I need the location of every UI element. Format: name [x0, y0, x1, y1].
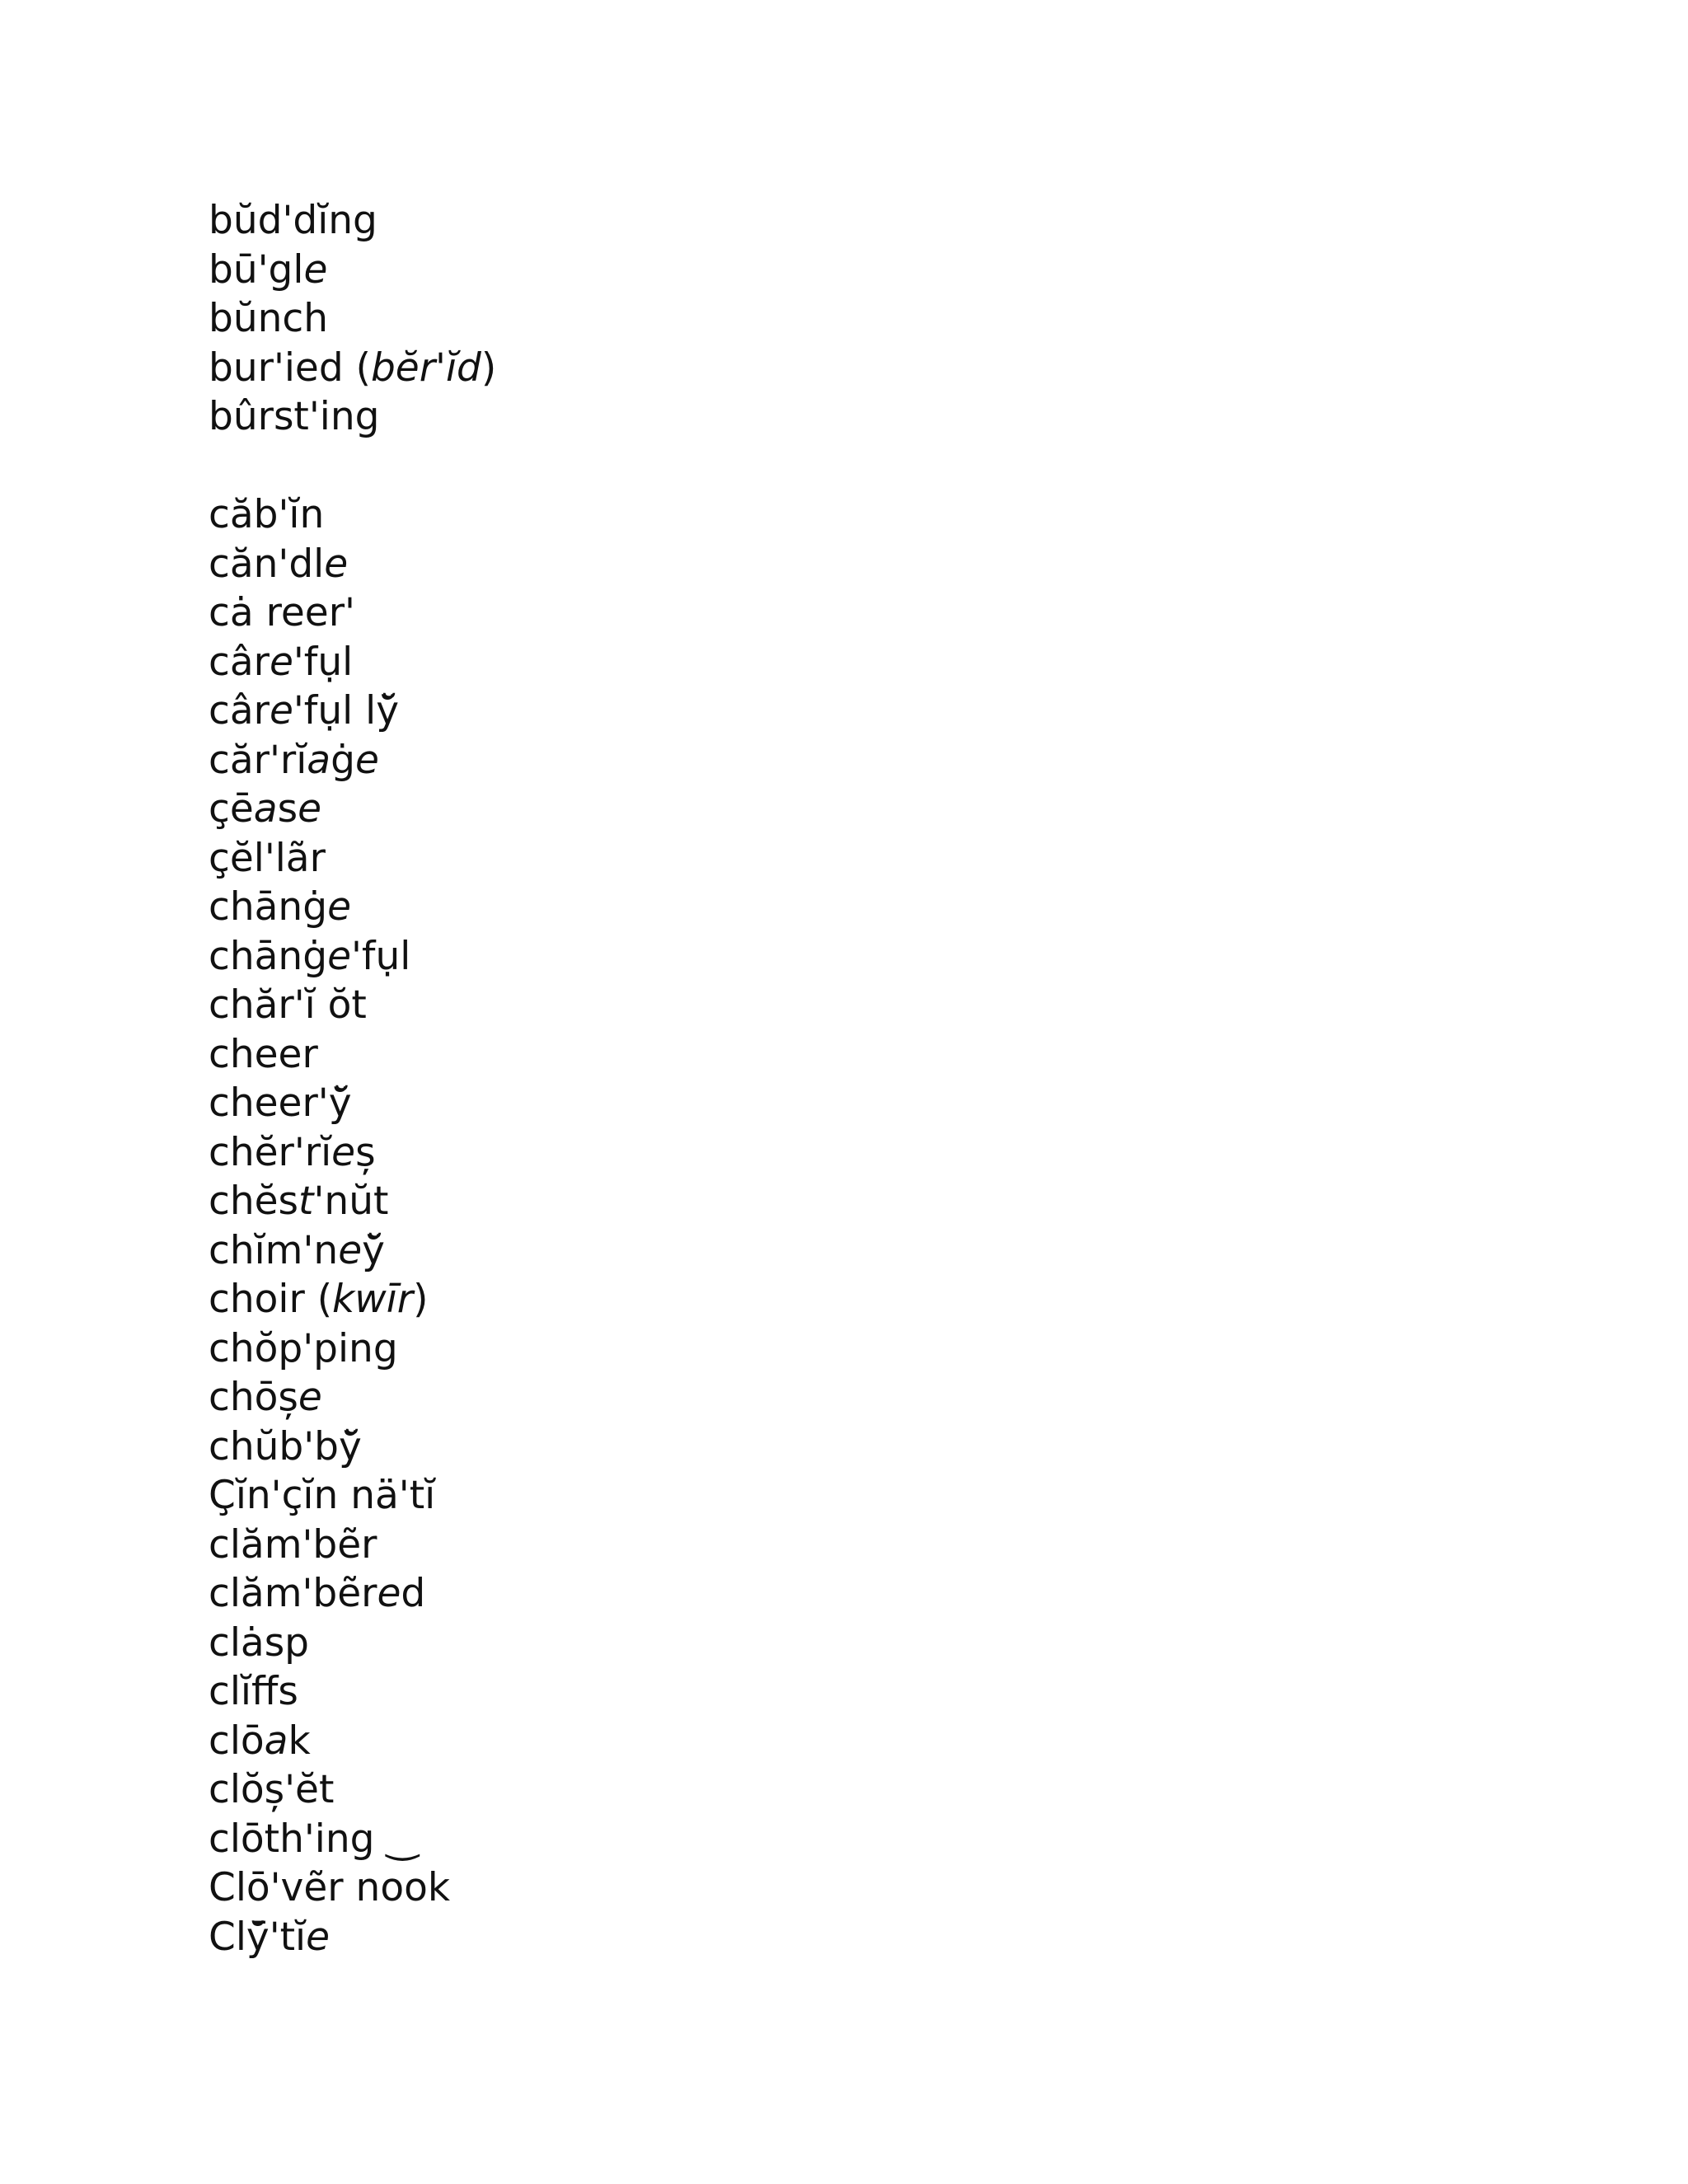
word-segment: clŏș'ĕt	[209, 1767, 335, 1812]
word-entry	[209, 1521, 496, 1570]
word-segment: çē	[209, 786, 254, 832]
word-italic-segment: t	[298, 1179, 314, 1224]
word-italic-segment: e	[303, 246, 328, 293]
word-italic-segment: e	[338, 1227, 363, 1273]
word-entry	[209, 1913, 496, 1962]
word-italic-segment: e	[298, 1375, 322, 1420]
word-entry	[209, 588, 496, 638]
word-entry	[209, 1079, 496, 1128]
word-entry	[209, 246, 496, 295]
word-segment: )	[481, 344, 497, 391]
word-entry	[209, 1324, 496, 1374]
word-segment: clăm'bẽr	[209, 1571, 377, 1616]
word-italic-segment: e	[269, 639, 293, 685]
word-segment: )	[413, 1277, 429, 1322]
word-segment: chōș	[209, 1375, 298, 1420]
word-entry	[209, 1226, 496, 1276]
word-italic-segment: e	[327, 933, 351, 979]
word-segment: 'fụl	[293, 639, 354, 685]
word-list	[209, 196, 496, 1961]
word-segment: bū'gl	[209, 246, 304, 293]
word-segment: căb'ĭn	[209, 492, 325, 537]
word-italic-segment: e	[331, 1129, 356, 1175]
word-segment: clĭffs	[209, 1669, 298, 1714]
word-entry	[209, 392, 496, 442]
word-entry	[209, 638, 496, 687]
word-segment: Clō'vẽr nook	[209, 1865, 451, 1910]
word-segment: s	[277, 786, 298, 832]
word-group	[209, 490, 496, 1961]
word-entry	[209, 883, 496, 932]
word-entry	[209, 1619, 496, 1668]
word-segment: chānġ	[209, 933, 328, 979]
word-segment: câr	[209, 688, 270, 733]
word-entry	[209, 1667, 496, 1717]
word-italic-segment: e	[306, 1914, 331, 1960]
word-entry	[209, 736, 496, 785]
word-segment: căr'rĭ	[209, 737, 307, 783]
word-entry	[209, 1275, 496, 1324]
word-entry	[209, 1569, 496, 1619]
word-italic-segment: a	[307, 737, 331, 783]
word-italic-segment: kwīr	[332, 1277, 414, 1322]
word-segment: ġ	[331, 737, 355, 783]
word-segment: 'fụl lў̆	[293, 688, 400, 733]
word-italic-segment: e	[377, 1571, 401, 1616]
word-italic-segment: e	[298, 786, 321, 832]
word-segment: chĕr'rĭ	[209, 1129, 332, 1175]
word-entry	[209, 687, 496, 736]
word-segment: 'nŭt	[313, 1179, 389, 1224]
word-italic-segment: e	[327, 884, 351, 930]
word-segment: Clў̄'tĭ	[209, 1914, 307, 1960]
word-entry	[209, 1177, 496, 1226]
word-segment: d	[401, 1571, 426, 1616]
word-segment: clȧsp	[209, 1619, 310, 1666]
word-entry	[209, 1717, 496, 1766]
word-italic-segment: e	[324, 541, 349, 587]
word-entry	[209, 1128, 496, 1178]
word-segment: cheer	[209, 1031, 318, 1077]
word-entry	[209, 1471, 496, 1521]
word-segment: câr	[209, 639, 270, 685]
word-segment: bŭd'dĭng	[209, 198, 377, 243]
word-segment: clōth'ing ‿	[209, 1816, 419, 1862]
word-italic-segment: e	[269, 688, 293, 733]
word-entry	[209, 785, 496, 834]
word-segment: Çĭn'çĭn nä'tĭ	[209, 1473, 436, 1518]
word-entry	[209, 1030, 496, 1080]
word-segment: căn'dl	[209, 541, 325, 587]
word-segment: k	[288, 1718, 311, 1764]
word-segment: choir (	[209, 1277, 333, 1322]
word-entry	[209, 932, 496, 982]
word-segment: bŭnch	[209, 296, 329, 341]
word-segment: ș	[355, 1129, 376, 1175]
word-italic-segment: a	[264, 1718, 288, 1764]
word-entry	[209, 1373, 496, 1422]
word-segment: cȧ reer'	[209, 590, 355, 635]
word-entry	[209, 1422, 496, 1472]
word-entry	[209, 490, 496, 540]
word-segment: chăr'ĭ ŏt	[209, 982, 367, 1028]
word-italic-segment: e	[354, 737, 379, 783]
word-entry	[209, 196, 496, 246]
word-segment: çĕl'lãr	[209, 835, 326, 881]
word-segment: chŏp'ping	[209, 1325, 398, 1371]
word-group	[209, 196, 496, 442]
word-segment: bur'ied (	[209, 344, 371, 391]
word-entry	[209, 344, 496, 393]
word-segment: cheer'ў̆	[209, 1080, 352, 1126]
word-entry	[209, 1815, 496, 1864]
word-segment: 'fụl	[350, 933, 411, 979]
word-entry	[209, 1863, 496, 1913]
word-italic-segment: a	[253, 786, 278, 832]
word-segment: clō	[209, 1718, 265, 1764]
word-entry	[209, 834, 496, 883]
word-entry	[209, 981, 496, 1030]
word-segment: chŭb'bў̆	[209, 1423, 362, 1469]
word-entry	[209, 1765, 496, 1815]
word-entry	[209, 294, 496, 344]
word-segment: bûrst'ing	[209, 394, 380, 439]
word-segment: ў̆	[362, 1227, 385, 1273]
word-segment: chānġ	[209, 884, 328, 930]
word-segment: chĕs	[209, 1179, 299, 1224]
word-italic-segment: bĕr'ĭd	[370, 344, 481, 391]
word-segment: chĭm'n	[209, 1227, 339, 1273]
word-segment: clăm'bẽr	[209, 1521, 377, 1568]
word-entry	[209, 540, 496, 589]
